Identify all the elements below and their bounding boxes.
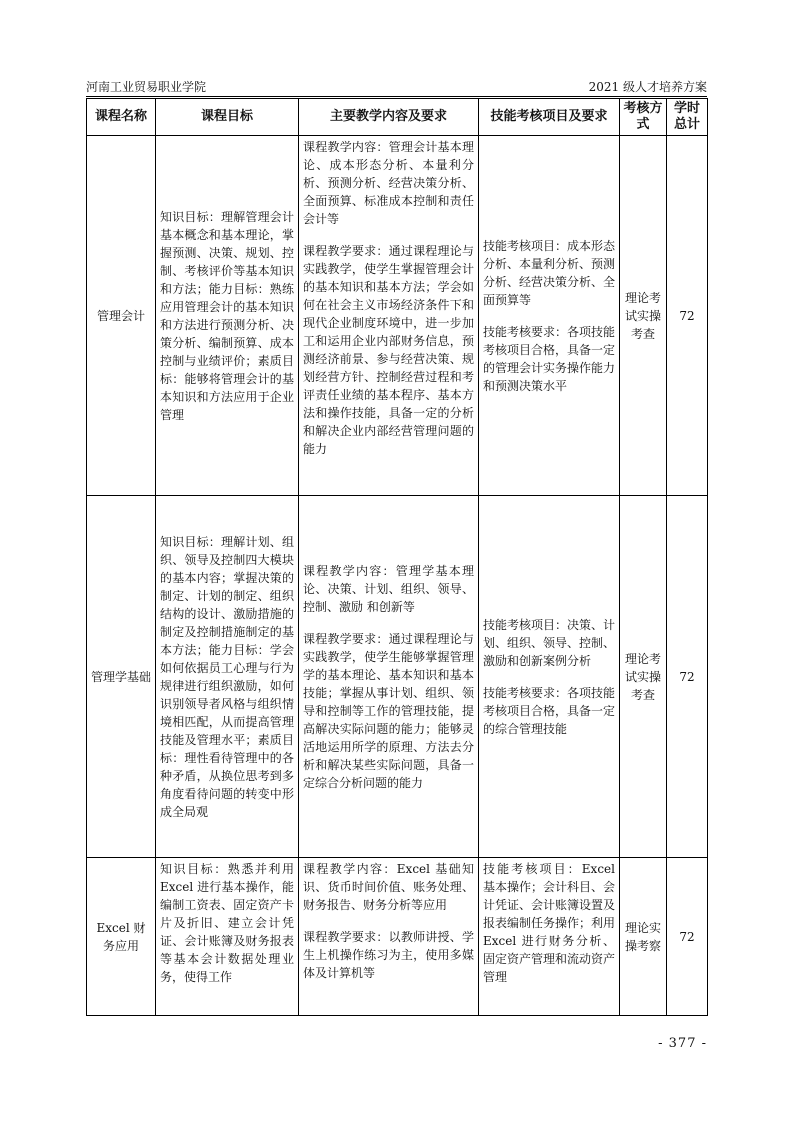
school-name: 河南工业贸易职业学院 (86, 80, 207, 94)
total-hours: 72 (667, 136, 708, 496)
skill-items: 技能考核项目：成本形态分析、本量利分析、预测分析、经营决策分析、全面预算等 (483, 238, 616, 307)
table-row (87, 496, 708, 858)
skill-cell (479, 136, 620, 496)
col-header-course-name: 课程名称 (87, 99, 156, 136)
course-goal: 知识目标：熟悉并利用 Excel 进行基本操作，能编制工资表、固定资产卡片及折旧、建立会计凭证、会计账簿及财务报表等基本会计数据处理业务，使得工作 (156, 858, 299, 1016)
total-hours: 72 (667, 496, 708, 858)
course-name: 管理会计 (87, 136, 156, 496)
col-header-method: 考核方式 (620, 99, 667, 136)
course-content-cell (299, 858, 479, 1016)
skill-cell (479, 496, 620, 858)
skill-items: 技能考核项目：决策、计划、组织、领导、控制、激励和创新案例分析 (483, 617, 616, 668)
course-requirement: 课程教学要求：以教师讲授、学生上机操作练习为主，使用多媒体及计算机等 (303, 930, 474, 980)
document-title: 2021 级人才培养方案 (588, 80, 707, 94)
col-header-course-goal: 课程目标 (156, 99, 299, 136)
col-header-content: 主要教学内容及要求 (299, 99, 479, 136)
course-requirement: 课程教学要求：通过课程理论与实践教学，使学生掌握管理会计的基本知识和基本方法；学会如何在社会主义市场经济条件下和现代企业制度环境中，进一步加工和运用企业内部财务信息，预测经济前景、参与经营决策、规划经营方针、控制经营过程和考评责任业绩的基本程序、基本方法和操作技能，具备一定的分析和解决企业内部经营管理问题的能力 (303, 244, 474, 456)
assessment-method: 理论实操考察 (620, 858, 667, 1016)
skill-cell (479, 858, 620, 1016)
assessment-method: 理论考试实操考查 (620, 496, 667, 858)
course-goal: 知识目标：理解计划、组织、领导及控制四大模块的基本内容；掌握决策的制定、计划的制定、组织结构的设计、激励措施的制定及控制措施制定的基本方法；能力目标：学会如何依据员工心理与行为规律进行组织激励，如何识别领导者风格与组织情境相匹配，从而提高管理技能及管理水平；素质目标：理性看待管理中的各种矛盾，从换位思考到多角度看待问题的转变中形成全局观 (156, 496, 299, 858)
skill-requirement: 技能考核要求：各项技能考核项目合格，具备一定的综合管理技能 (483, 685, 616, 736)
course-goal: 知识目标：理解管理会计基本概念和基本理论，掌握预测、决策、规划、控制、考核评价等基本知识和方法；能力目标：熟练应用管理会计的基本知识和方法进行预测分析、决策分析、编制预算、成本控制与业绩评价；素质目标：能够将管理会计的基本知识和方法应用于企业管理 (156, 136, 299, 496)
col-header-hours: 学时总计 (667, 99, 708, 136)
course-requirement: 课程教学要求：通过课程理论与实践教学，使学生能够掌握管理学的基本理论、基本知识和基本技能；掌握从事计划、组织、领导和控制等工作的管理技能，提高解决实际问题的能力；能够灵活地运用所学的原理、方法去分析和解决某些实际问题，具备一定综合分析问题的能力 (303, 631, 474, 790)
skill-requirement: 技能考核要求：各项技能考核项目合格，具备一定的管理会计实务操作能力和预测决策水平 (483, 324, 616, 393)
table-header-row (87, 99, 708, 136)
course-content: 课程教学内容：管理学基本理论、决策、计划、组织、领导、控制、激励 和创新等 (303, 563, 474, 614)
course-name: Excel 财务应用 (87, 858, 156, 1016)
total-hours: 72 (667, 858, 708, 1016)
table-row (87, 136, 708, 496)
table-row (87, 858, 708, 1016)
course-content: 课程教学内容：管理会计基本理论、成本形态分析、本量利分析、预测分析、经营决策分析、全面预算、标准成本控制和责任会计等 (303, 140, 474, 226)
course-table (86, 98, 708, 1016)
course-content-cell (299, 136, 479, 496)
course-name: 管理学基础 (87, 496, 156, 858)
page-header (86, 78, 707, 97)
col-header-skills: 技能考核项目及要求 (479, 99, 620, 136)
page-number: - 377 - (658, 1036, 707, 1051)
course-content: 课程教学内容：Excel 基础知识、货币时间价值、账务处理、财务报告、财务分析等应用 (303, 862, 474, 912)
course-content-cell (299, 496, 479, 858)
skill-items: 技能考核项目：Excel 基本操作；会计科目、会计凭证、会计账簿设置及报表编制任务操作；利用 Excel 进行财务分析、固定资产管理和流动资产管理 (483, 862, 616, 984)
assessment-method: 理论考试实操考查 (620, 136, 667, 496)
